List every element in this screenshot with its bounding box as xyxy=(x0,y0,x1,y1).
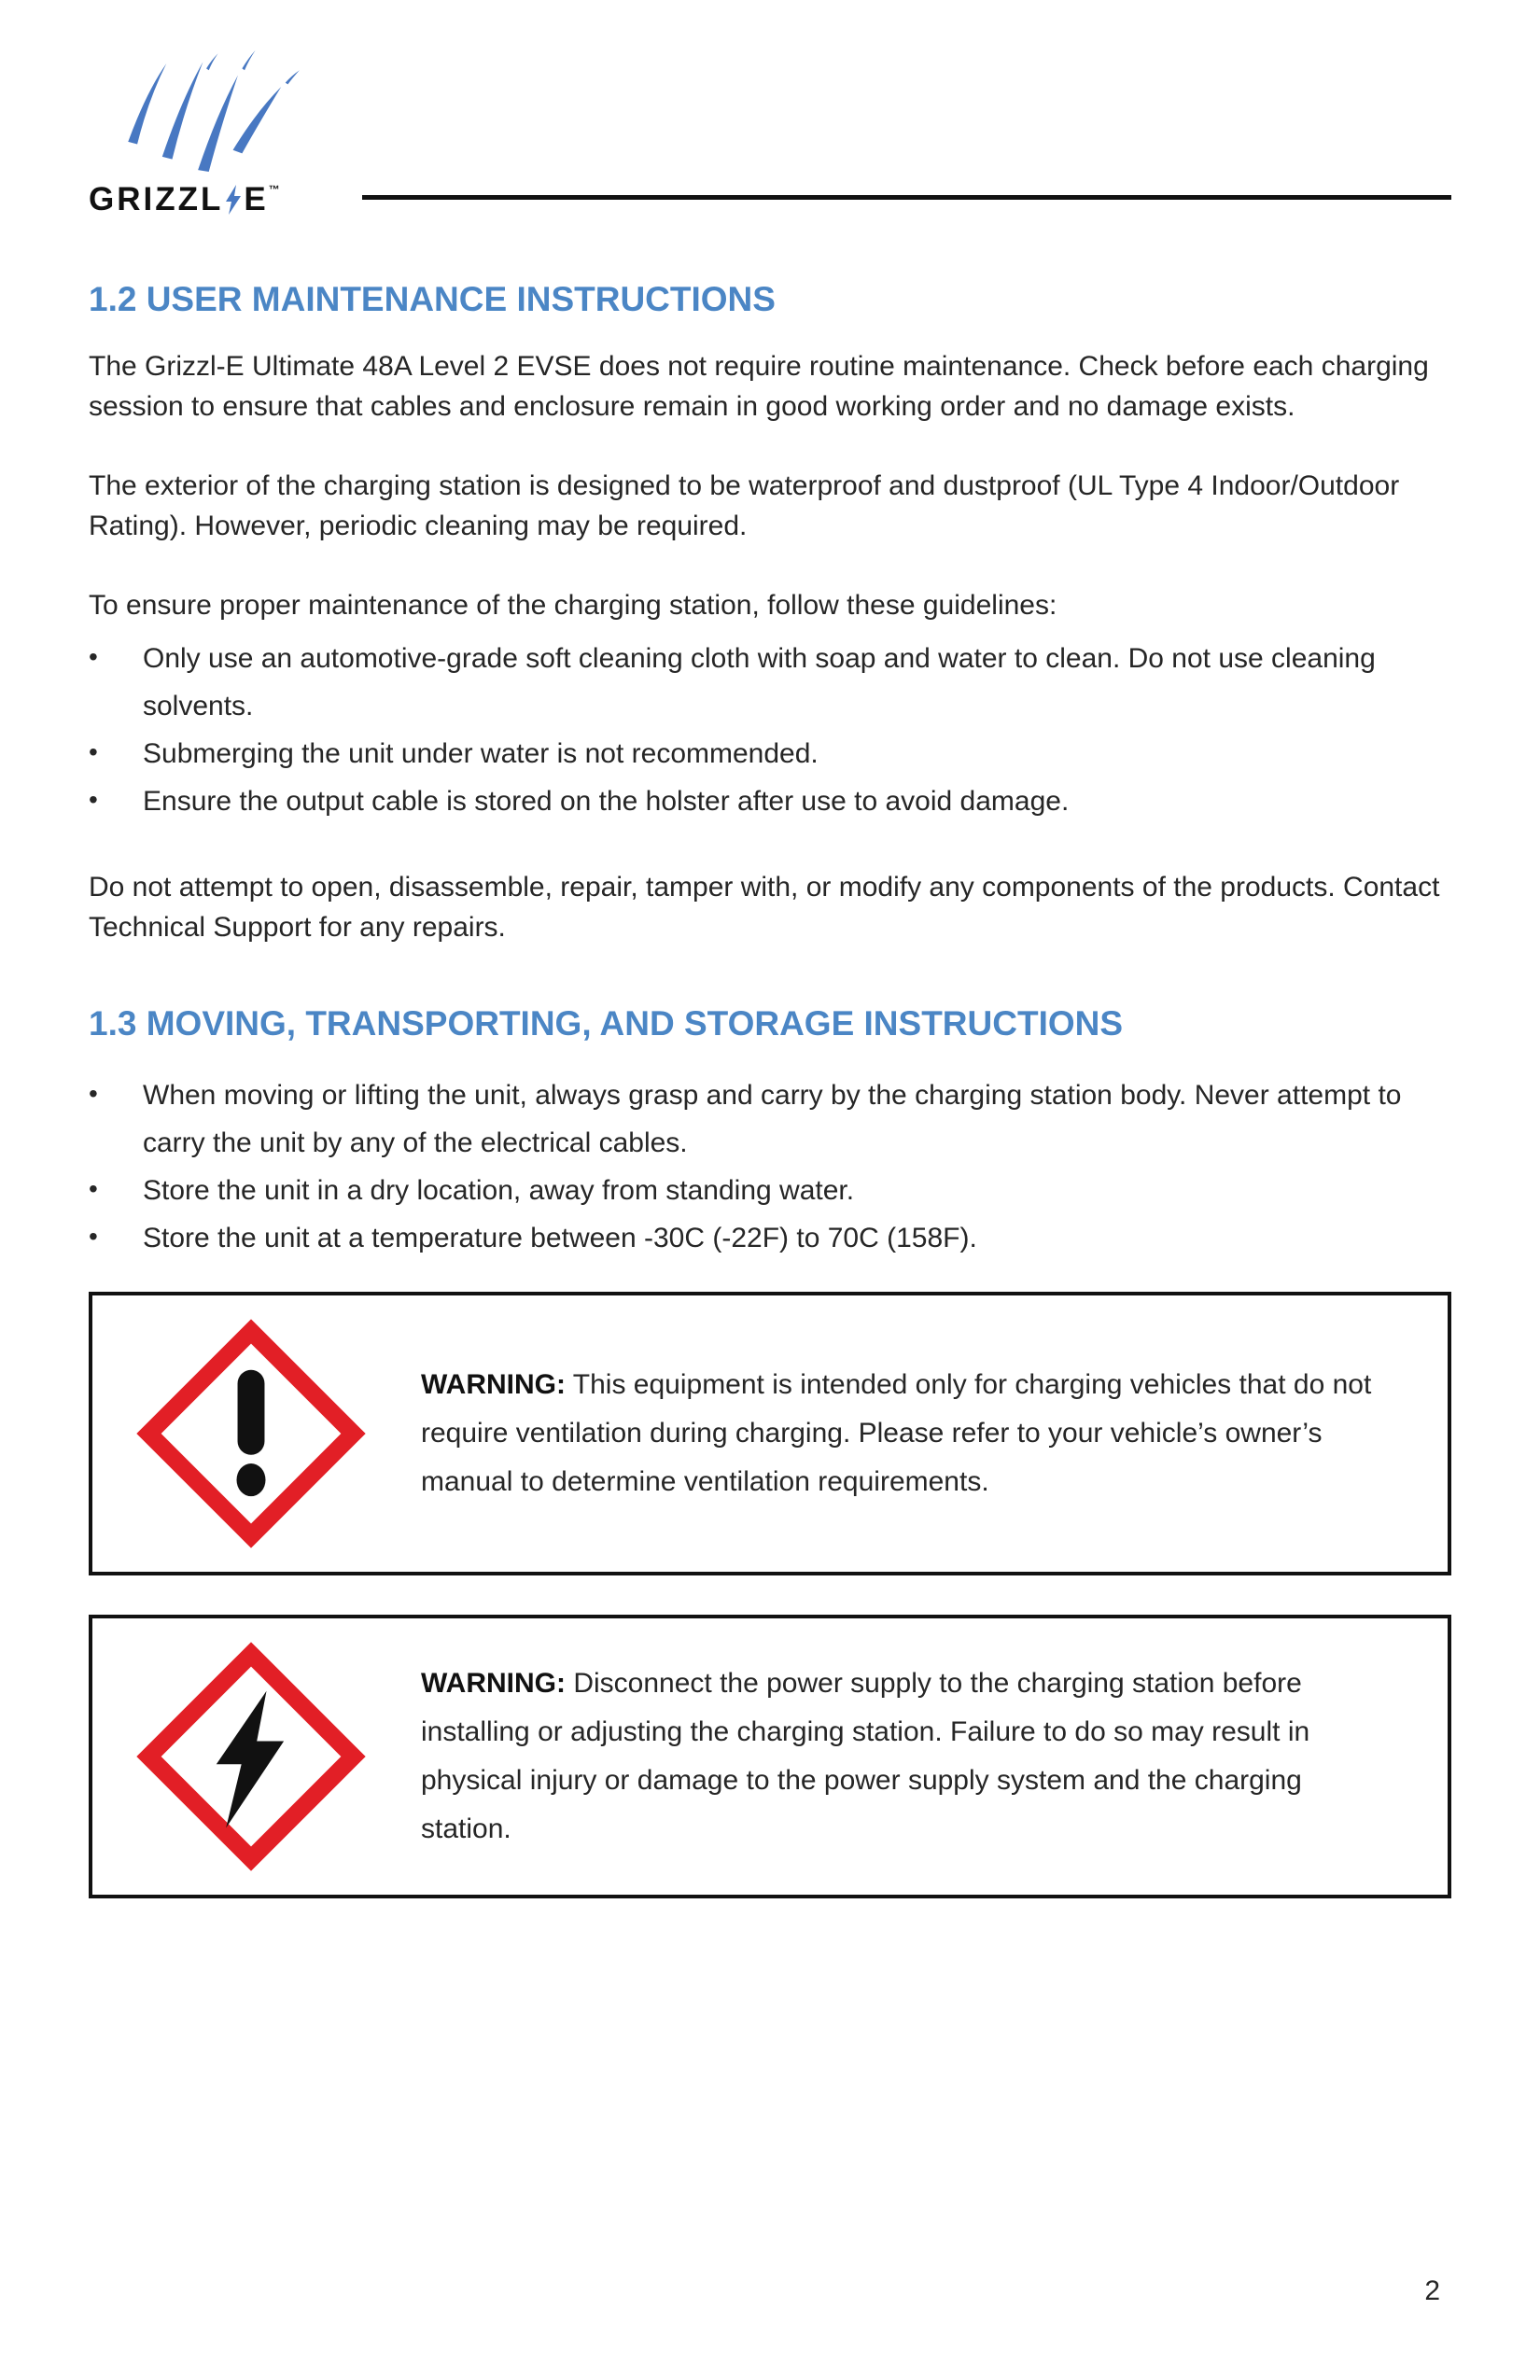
header-rule xyxy=(362,195,1451,200)
section-heading-1-2: 1.2 USER MAINTENANCE INSTRUCTIONS xyxy=(89,280,776,318)
paragraph: The exterior of the charging station is designed to be waterproof and dustproof (UL Type 4 Indoor/Outdoor Rating). However, periodic cleaning may be required. xyxy=(89,469,1400,541)
warning-box-ventilation xyxy=(89,1292,1451,1575)
bullet-text: • Ensure the output cable is stored on the holster after use to avoid damage. xyxy=(143,786,1070,818)
lightning-bolt-icon xyxy=(224,185,243,215)
brand-wordmark xyxy=(89,181,317,218)
bullet-list-storage xyxy=(89,1071,1451,1262)
list-item xyxy=(89,635,1451,730)
trademark-symbol: ™ xyxy=(268,183,280,196)
bullet-text: • Store the unit at a temperature between -30C (-22F) to 70C (158F). xyxy=(143,1223,977,1254)
warning-text xyxy=(421,1659,1396,1854)
paragraph: The Grizzl-E Ultimate 48A Level 2 EVSE does not require routine maintenance. Check before each charging session to ensure that cables and enclosure remain in good working order and no damage exists. xyxy=(89,351,1429,422)
warning-box-disconnect-power xyxy=(89,1615,1451,1898)
warning-label: WARNING: xyxy=(421,1668,566,1700)
bullet-list-maintenance xyxy=(89,635,1451,825)
paragraph-list-intro: To ensure proper maintenance of the charging station, follow these guidelines: xyxy=(89,589,1057,621)
page-header xyxy=(89,39,1451,218)
page-number: 2 xyxy=(1424,2275,1440,2306)
list-item xyxy=(89,1071,1451,1167)
list-item xyxy=(89,1214,1451,1262)
bullet-text: • Store the unit in a dry location, away from standing water. xyxy=(143,1175,855,1207)
warning-body: This equipment is intended only for charging vehicles that do not require ventilation during charging. Please refer to your vehicle’s owner’s manual to determine ventilation requirements. xyxy=(421,1369,1372,1498)
claw-marks-icon xyxy=(115,41,306,179)
list-item xyxy=(89,1167,1451,1214)
bullet-text: • When moving or lifting the unit, always grasp and carry by the charging station body. Never attempt to carry the unit by any of the electrical cables. xyxy=(143,1080,1402,1159)
wordmark-right: E xyxy=(244,181,269,217)
warning-body: Disconnect the power supply to the charging station before installing or adjusting the charging station. Failure to do so may result in physical injury or damage to the power supply system and the charging station. xyxy=(421,1668,1310,1845)
bullet-text: • Only use an automotive-grade soft cleaning cloth with soap and water to clean. Do not use cleaning solvents. xyxy=(143,643,1376,722)
wordmark-left: GRIZZL xyxy=(89,181,224,217)
warning-text xyxy=(421,1361,1396,1506)
brand-logo xyxy=(89,41,317,218)
list-item xyxy=(89,730,1451,777)
section-heading-1-3: 1.3 MOVING, TRANSPORTING, AND STORAGE INSTRUCTIONS xyxy=(89,1004,1124,1043)
list-item xyxy=(89,777,1451,825)
ghs-lightning-diamond-icon xyxy=(130,1641,372,1872)
bullet-text: • Submerging the unit under water is not recommended. xyxy=(143,738,819,770)
warning-label: WARNING: xyxy=(421,1369,566,1401)
ghs-exclamation-diamond-icon xyxy=(130,1318,372,1549)
paragraph: Do not attempt to open, disassemble, repair, tamper with, or modify any components of the products. Contact Technical Support for any repairs. xyxy=(89,872,1440,944)
